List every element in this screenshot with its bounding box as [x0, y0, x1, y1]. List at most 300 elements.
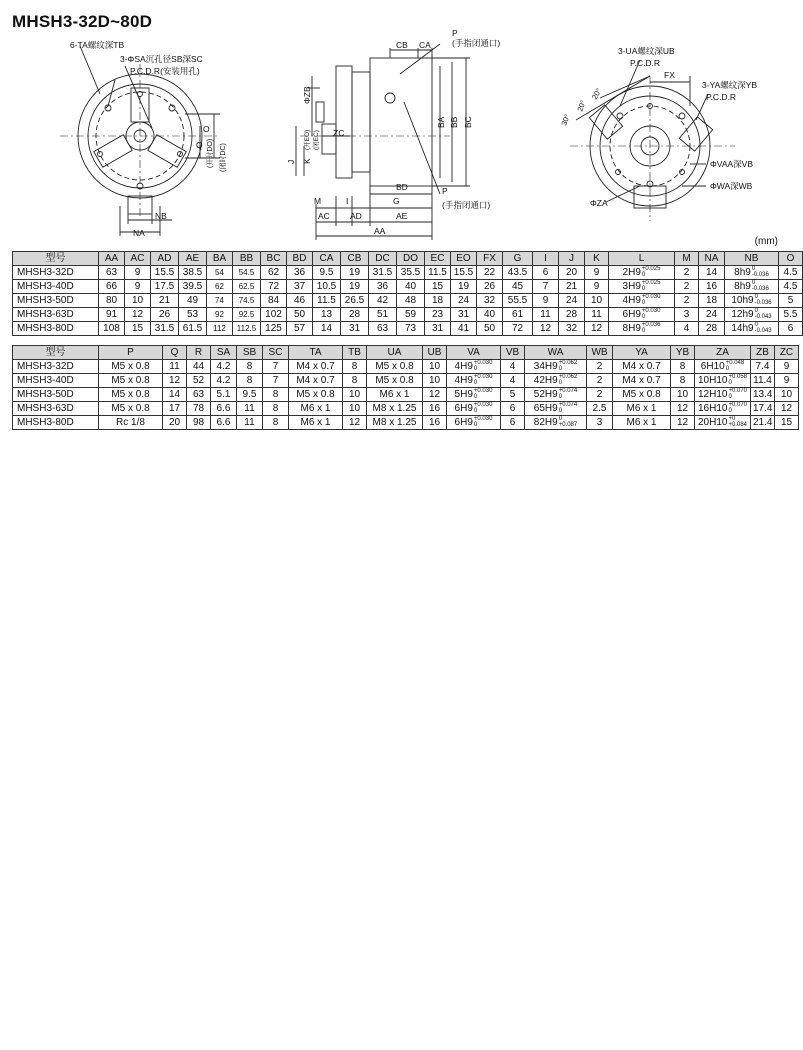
cell-value: 10H10: [698, 375, 728, 386]
cell-value: MHSH3-63D: [17, 403, 74, 414]
cell-dc: [369, 322, 397, 336]
cell-bb: [233, 294, 261, 308]
cell-bc: [261, 308, 287, 322]
cell-m: [675, 266, 699, 280]
cell-ta: [289, 416, 343, 430]
column-header: L: [609, 252, 675, 266]
cell-value: 15.5: [154, 267, 175, 278]
cell-value: 92: [215, 310, 224, 319]
label-cb: CB: [396, 40, 408, 50]
cell-value: 8: [246, 361, 253, 372]
tolerance-lower: +0.087: [558, 422, 578, 429]
label-o-cn: (开时DO): [207, 138, 214, 168]
cell-value: 8: [351, 361, 358, 372]
tolerance-lower: 0: [728, 380, 732, 387]
cell-value: M4 x 0.7: [622, 375, 661, 386]
cell-value: 12: [676, 403, 689, 414]
tolerance: [559, 388, 578, 400]
tolerance: [728, 402, 747, 414]
label-pcd-y: P.C.D.R: [706, 92, 737, 102]
cell-value: 24: [457, 295, 470, 306]
cell-value: 4.2: [216, 375, 231, 386]
cell-value: 9: [134, 267, 141, 278]
label-m: M: [314, 196, 322, 206]
cell-value: 3H9: [622, 281, 641, 292]
column-header: BD: [287, 252, 313, 266]
cell-ta: [289, 402, 343, 416]
cell-value: 4.5: [783, 267, 798, 278]
cell-value: 12h9: [731, 309, 754, 320]
cell-value: 36: [293, 267, 306, 278]
cell-l: [609, 280, 675, 294]
cell-value: 66: [105, 281, 118, 292]
tolerance: [642, 322, 661, 334]
cell-aa: [99, 322, 125, 336]
cell-nb: [725, 322, 779, 336]
cell-wb: [587, 402, 613, 416]
cell-l: [609, 266, 675, 280]
tolerance-lower: 0: [641, 286, 646, 293]
tolerance: [752, 280, 769, 292]
label-wa: ΦWA深WB: [710, 181, 753, 191]
cell-value: 61: [511, 309, 524, 320]
cell-value: 15: [431, 281, 444, 292]
cell-value: 8h9: [734, 267, 751, 278]
cell-value: M4 x 0.7: [296, 361, 335, 372]
tolerance: [728, 388, 747, 400]
cell-eo: [451, 308, 477, 322]
label-bd: BD: [396, 182, 408, 192]
cell-value: 26: [158, 309, 171, 320]
tolerance-lower: -0.036: [754, 300, 772, 307]
cell-vb: [501, 402, 525, 416]
label-fx: FX: [664, 70, 675, 80]
cell-value: 108: [103, 323, 120, 334]
cell-value: M6 x 1: [300, 403, 331, 414]
cell-value: 10: [780, 389, 793, 400]
cell-nb: [725, 294, 779, 308]
cell-bc: [261, 280, 287, 294]
cell-ta: [289, 374, 343, 388]
cell-p: [99, 374, 163, 388]
cell-vb: [501, 360, 525, 374]
cell-value: 16: [705, 281, 718, 292]
tolerance-upper: +0.070: [728, 388, 747, 395]
cell-zb: [751, 388, 775, 402]
cell-ya: [613, 402, 671, 416]
cell-g: [503, 322, 533, 336]
table-header-row: [13, 346, 799, 360]
cell-value: 34H9: [533, 361, 558, 372]
column-header: SB: [237, 346, 263, 360]
cell-value: 10h9: [731, 295, 754, 306]
cell-value: 6: [787, 323, 794, 334]
cell-value: 8: [272, 417, 279, 428]
cell-ae: [179, 308, 207, 322]
cell-value: 16: [428, 403, 441, 414]
cell-g: [503, 308, 533, 322]
cell-ca: [313, 266, 341, 280]
cell-value: 55.5: [507, 295, 528, 306]
cell-value: 52: [192, 375, 205, 386]
cell-sa: [211, 388, 237, 402]
cell-bc: [261, 294, 287, 308]
table-row: [13, 360, 799, 374]
label-q: Q: [196, 140, 203, 150]
cell-value: 31.5: [154, 323, 175, 334]
table-row: [13, 388, 799, 402]
cell-value: 20H10: [698, 417, 728, 428]
cell-value: 80: [105, 295, 118, 306]
cell-ya: [613, 374, 671, 388]
cell-sa: [211, 416, 237, 430]
cell-value: 41: [457, 323, 470, 334]
tolerance-upper: +0.062: [558, 360, 578, 367]
cell-value: 4.5: [783, 281, 798, 292]
cell-ae: [179, 266, 207, 280]
cell-do: [397, 280, 425, 294]
label-k: K: [302, 158, 312, 164]
cell-value: M5 x 0.8: [296, 389, 335, 400]
column-header: YB: [671, 346, 695, 360]
cell-sa: [211, 374, 237, 388]
column-header: ZB: [751, 346, 775, 360]
column-header: TB: [343, 346, 367, 360]
cell-value: 9.5: [319, 267, 334, 278]
cell-value: 4: [509, 375, 516, 386]
cell-value: M5 x 0.8: [375, 361, 414, 372]
cell-value: MHSH3-63D: [17, 309, 74, 320]
cell-value: 37: [293, 281, 306, 292]
model-cell: [13, 360, 99, 374]
cell-value: 22: [483, 267, 496, 278]
cell-na: [699, 294, 725, 308]
cell-value: 16: [428, 417, 441, 428]
cell-value: 14h9: [731, 323, 754, 334]
column-header: VA: [447, 346, 501, 360]
cell-value: 11.5: [317, 295, 336, 306]
tolerance-lower: +0.084: [728, 422, 747, 429]
label-q-cn: (闭时DC): [220, 143, 227, 172]
label-sa: 3-ΦSA沉孔径SB深SC: [120, 54, 203, 64]
cell-zc: [775, 402, 799, 416]
page-title: MHSH3-32D~80D: [12, 12, 153, 31]
cell-value: 42H9: [533, 375, 558, 386]
cell-l: [609, 308, 675, 322]
column-header: Q: [163, 346, 187, 360]
cell-value: 78: [192, 403, 205, 414]
cell-value: 2: [596, 361, 603, 372]
cell-vb: [501, 388, 525, 402]
cell-ya: [613, 360, 671, 374]
cell-ua: [367, 402, 423, 416]
cell-value: 7.4: [755, 361, 770, 372]
cell-value: M5 x 0.8: [111, 389, 150, 400]
label-g: G: [393, 196, 400, 206]
cell-o: [779, 308, 803, 322]
cell-zc: [775, 388, 799, 402]
label-ac: AC: [318, 211, 330, 221]
cell-value: M5 x 0.8: [111, 361, 150, 372]
label-ca: CA: [419, 40, 431, 50]
cell-zc: [775, 416, 799, 430]
cell-do: [397, 322, 425, 336]
cell-za: [695, 402, 751, 416]
cell-va: [447, 388, 501, 402]
cell-value: 9.5: [242, 389, 257, 400]
cell-wb: [587, 388, 613, 402]
column-header: UB: [423, 346, 447, 360]
cell-p: [99, 388, 163, 402]
cell-sc: [263, 402, 289, 416]
tolerance-upper: +0.058: [728, 374, 747, 381]
model-cell: [13, 280, 99, 294]
cell-value: 3: [596, 417, 603, 428]
cell-value: 2: [683, 267, 690, 278]
cell-i: [533, 308, 559, 322]
cell-value: 24: [705, 309, 718, 320]
cell-fx: [477, 322, 503, 336]
cell-za: [695, 388, 751, 402]
cell-za: [695, 416, 751, 430]
column-header: BB: [233, 252, 261, 266]
label-ua: 3-UA螺纹深UB: [618, 46, 675, 56]
column-header: M: [675, 252, 699, 266]
column-header: P: [99, 346, 163, 360]
tolerance-lower: 0: [728, 408, 732, 415]
cell-value: 4: [683, 323, 690, 334]
cell-value: 98: [192, 417, 205, 428]
label-zc: ZC: [333, 128, 345, 138]
cell-k: [585, 294, 609, 308]
cell-value: 9: [542, 295, 549, 306]
cell-value: 18: [705, 295, 718, 306]
cell-tb: [343, 360, 367, 374]
cell-tb: [343, 402, 367, 416]
tolerance-lower: 0: [558, 394, 563, 401]
cell-bc: [261, 266, 287, 280]
cell-value: 21.4: [753, 417, 773, 428]
cell-o: [779, 280, 803, 294]
cell-value: 12: [780, 403, 793, 414]
tolerance-upper: 0: [754, 294, 758, 301]
cell-bc: [261, 322, 287, 336]
cell-value: 12: [428, 389, 441, 400]
label-p-top-cn: (手指闭通口): [452, 38, 501, 48]
cell-ae: [179, 322, 207, 336]
cell-value: 8: [246, 375, 253, 386]
label-zb: ΦZB: [302, 86, 312, 104]
cell-value: 4.2: [216, 361, 231, 372]
cell-r: [187, 374, 211, 388]
tolerance: [642, 266, 661, 278]
table-row: [13, 280, 803, 294]
unit-label: (mm): [754, 236, 778, 247]
label-bb: BB: [449, 116, 459, 128]
cell-r: [187, 402, 211, 416]
cell-ec: [425, 266, 451, 280]
tolerance: [752, 266, 769, 278]
cell-value: 31: [348, 323, 361, 334]
tolerance-upper: 0: [751, 266, 756, 273]
cell-ba: [207, 294, 233, 308]
tolerance: [728, 416, 747, 428]
cell-value: 102: [265, 309, 282, 320]
cell-value: 11.4: [753, 375, 772, 386]
cell-value: 12: [348, 417, 361, 428]
cell-value: M5 x 0.8: [111, 403, 150, 414]
cell-value: 11: [591, 309, 602, 320]
cell-nb: [725, 308, 779, 322]
cell-value: 32: [565, 323, 578, 334]
tolerance-upper: +0.030: [473, 374, 493, 381]
tolerance-lower: -0.036: [751, 272, 769, 279]
cell-ec: [425, 308, 451, 322]
model-cell: [13, 266, 99, 280]
cell-eo: [451, 280, 477, 294]
cell-value: 10: [348, 403, 361, 414]
tolerance-lower: 0: [558, 380, 563, 387]
cell-za: [695, 374, 751, 388]
cell-j: [559, 294, 585, 308]
cell-value: 125: [265, 323, 282, 334]
cell-value: MHSH3-32D: [17, 267, 74, 278]
cell-value: 10: [428, 361, 441, 372]
cell-fx: [477, 280, 503, 294]
cell-value: 14: [320, 323, 333, 334]
cell-j: [559, 266, 585, 280]
label-angle-20a: 20°: [575, 98, 588, 113]
label-nb: NB: [155, 211, 167, 221]
cell-value: 5: [509, 389, 516, 400]
cell-va: [447, 360, 501, 374]
cell-value: 9: [593, 281, 600, 292]
cell-value: 3: [683, 309, 690, 320]
cell-p: [99, 402, 163, 416]
cell-bd: [287, 266, 313, 280]
label-bc: BC: [463, 116, 473, 128]
cell-ua: [367, 360, 423, 374]
cell-value: 63: [376, 323, 389, 334]
tolerance-upper: 0: [751, 280, 756, 287]
cell-aa: [99, 266, 125, 280]
tolerance-lower: 0: [558, 408, 563, 415]
cell-value: 12: [590, 323, 603, 334]
cell-value: 42: [376, 295, 389, 306]
tolerance-lower: 0: [641, 272, 646, 279]
tolerance-upper: +0.030: [473, 402, 493, 409]
cell-ac: [125, 280, 151, 294]
cell-k: [585, 280, 609, 294]
tolerance-lower: 0: [725, 366, 730, 373]
cell-sb: [237, 402, 263, 416]
cell-value: 40: [483, 309, 496, 320]
cell-value: M6 x 1: [626, 417, 657, 428]
cell-ac: [125, 294, 151, 308]
tolerance-upper: +0.074: [558, 388, 578, 395]
cell-yb: [671, 416, 695, 430]
cell-value: 20: [565, 267, 578, 278]
tolerance-upper: +0.074: [558, 402, 578, 409]
cell-wa: [525, 402, 587, 416]
cell-ca: [313, 308, 341, 322]
cell-vb: [501, 374, 525, 388]
cell-q: [163, 374, 187, 388]
cell-ec: [425, 322, 451, 336]
cell-sc: [263, 374, 289, 388]
cell-sa: [211, 360, 237, 374]
cell-value: 74: [215, 296, 224, 305]
cell-ac: [125, 322, 151, 336]
cell-p: [99, 360, 163, 374]
cell-value: MHSH3-80D: [17, 417, 74, 428]
cell-dc: [369, 294, 397, 308]
cell-sb: [237, 360, 263, 374]
dimension-table-1: [12, 251, 803, 336]
cell-ec: [425, 280, 451, 294]
cell-value: 8: [351, 375, 358, 386]
column-header: SC: [263, 346, 289, 360]
tolerance-upper: +0.025: [641, 266, 661, 273]
cell-value: MHSH3-50D: [17, 389, 74, 400]
cell-ec: [425, 294, 451, 308]
cell-value: 10: [676, 389, 689, 400]
cell-bb: [233, 308, 261, 322]
cell-m: [675, 322, 699, 336]
model-cell: [13, 374, 99, 388]
column-header: AD: [151, 252, 179, 266]
label-p-bot: P: [442, 186, 448, 196]
cell-value: 54: [215, 268, 224, 277]
cell-k: [585, 308, 609, 322]
cell-q: [163, 416, 187, 430]
tolerance: [474, 388, 493, 400]
tolerance: [474, 416, 493, 428]
cell-dc: [369, 266, 397, 280]
cell-nb: [725, 280, 779, 294]
cell-l: [609, 322, 675, 336]
cell-ta: [289, 388, 343, 402]
cell-o: [779, 294, 803, 308]
cell-value: M8 x 1.25: [372, 403, 417, 414]
cell-g: [503, 266, 533, 280]
column-header: R: [187, 346, 211, 360]
tolerance: [474, 402, 493, 414]
cell-value: M8 x 1.25: [372, 417, 417, 428]
tolerance: [642, 280, 661, 292]
cell-value: 32: [483, 295, 496, 306]
cell-ae: [179, 280, 207, 294]
cell-value: 13.4: [753, 389, 773, 400]
cell-yb: [671, 374, 695, 388]
tolerance: [559, 416, 578, 428]
column-header: 型号: [13, 346, 99, 360]
cell-wa: [525, 360, 587, 374]
cell-cb: [341, 308, 369, 322]
cell-value: 63: [105, 267, 118, 278]
cell-dc: [369, 280, 397, 294]
tolerance-lower: 0: [473, 408, 478, 415]
cell-zb: [751, 402, 775, 416]
cell-value: 8: [272, 389, 279, 400]
cell-i: [533, 266, 559, 280]
column-header: O: [779, 252, 803, 266]
cell-value: 6H10: [700, 361, 725, 372]
cell-j: [559, 322, 585, 336]
cell-sb: [237, 388, 263, 402]
label-ae: AE: [396, 211, 408, 221]
cell-cb: [341, 280, 369, 294]
